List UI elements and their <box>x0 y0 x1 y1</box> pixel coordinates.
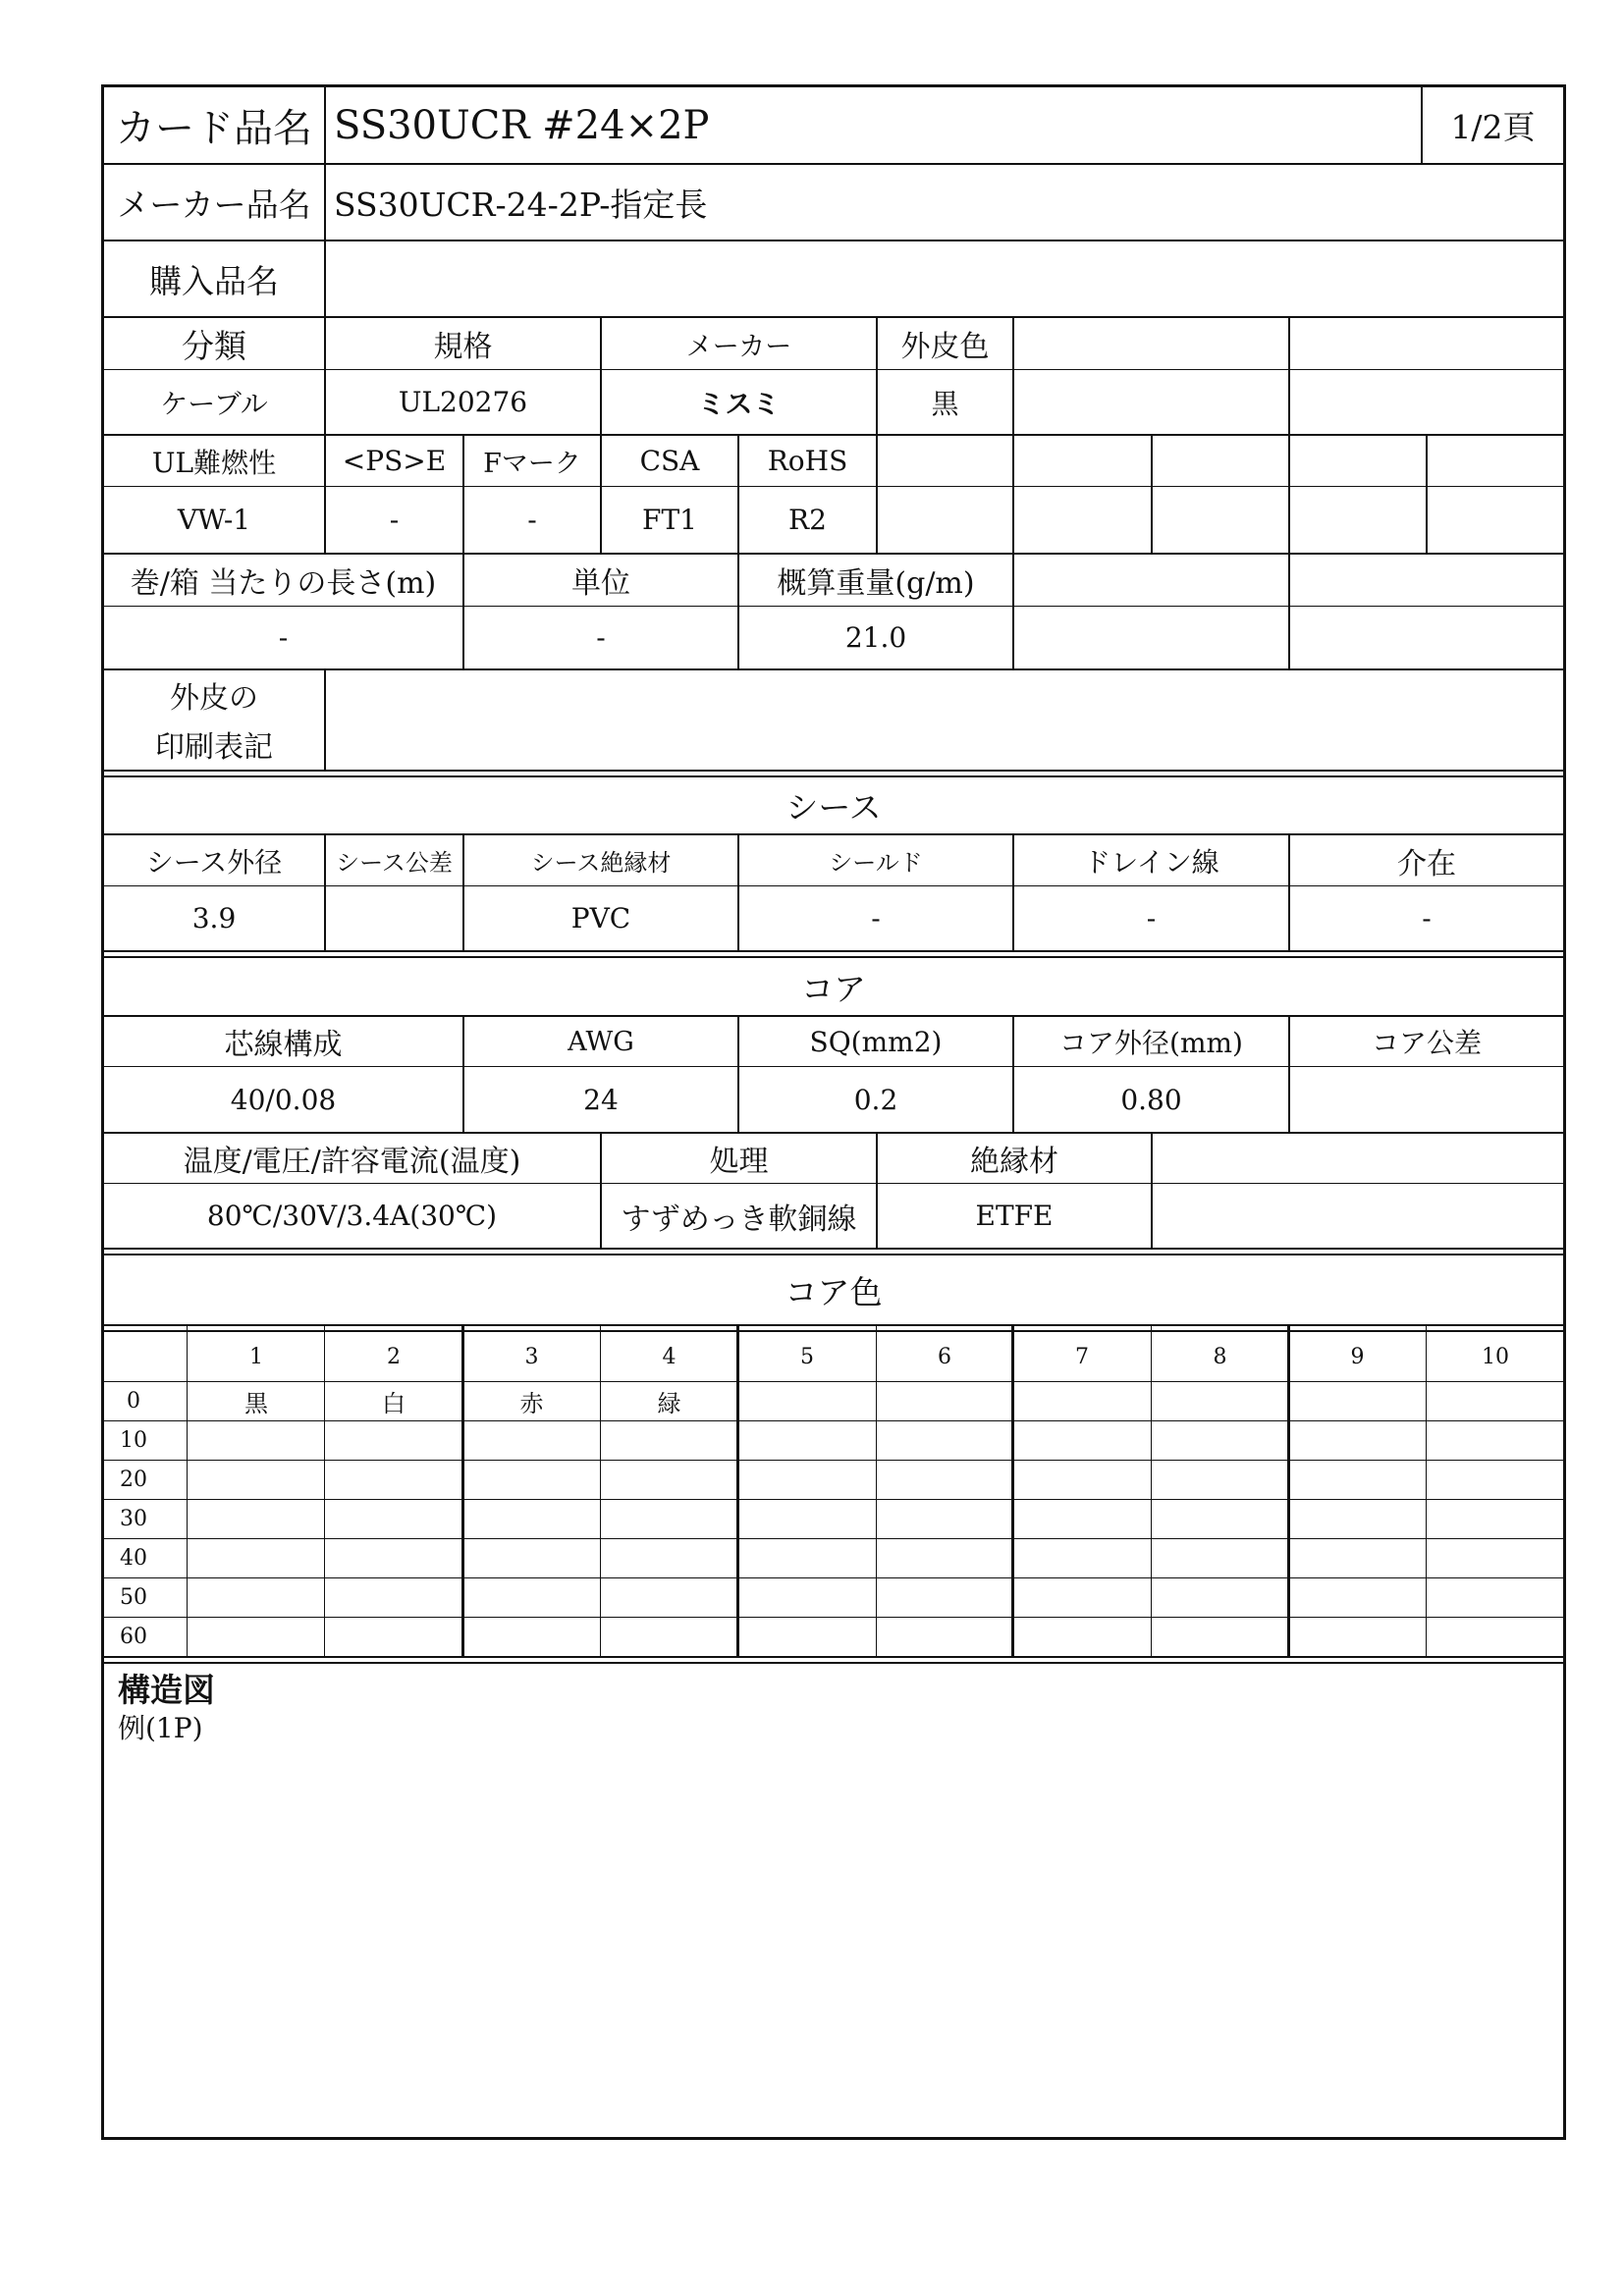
rule <box>1012 434 1014 555</box>
maker-name-value: SS30UCR-24-2P-指定長 <box>334 185 708 224</box>
rule <box>1426 434 1428 555</box>
rule <box>104 1324 1563 1326</box>
filler-label: 介在 <box>1397 846 1456 881</box>
rule <box>104 770 1563 772</box>
core-color-cell <box>1153 1382 1287 1420</box>
core-color-row-header: 40 <box>120 1546 147 1571</box>
sq-label: SQ(mm2) <box>809 1025 943 1058</box>
sheath-section-title: シース <box>785 788 882 827</box>
core-color-cell: 緑 <box>657 1390 681 1417</box>
core-color-row-header: 10 <box>120 1428 147 1453</box>
length-per-reel-value: - <box>278 621 289 654</box>
core-color-column-header: 2 <box>387 1344 401 1369</box>
awg-value: 24 <box>583 1083 619 1116</box>
rule <box>104 1420 1563 1421</box>
core-color-column-header: 7 <box>1075 1344 1089 1369</box>
unit-value: - <box>596 621 606 654</box>
shield-label: シールド <box>829 849 923 877</box>
core-tol-value <box>1290 1067 1563 1132</box>
rohs-value: R2 <box>788 504 827 536</box>
page-number: 1/2頁 <box>1450 108 1536 146</box>
classification-value: ケーブル <box>160 387 268 420</box>
card-name-value: SS30UCR #24×2P <box>334 102 710 148</box>
sheath-od-value: 3.9 <box>191 902 237 934</box>
rule <box>1151 1326 1152 1658</box>
rule <box>1426 1326 1427 1658</box>
core-color-row-header: 50 <box>120 1585 147 1610</box>
core-color-cell <box>1013 1382 1151 1420</box>
fmark-label: Fマーク <box>483 449 581 479</box>
standard-value: UL20276 <box>398 386 528 418</box>
core-color-row-header: 30 <box>120 1507 147 1531</box>
unit-label: 単位 <box>571 566 630 601</box>
core-color-cell <box>1428 1382 1563 1420</box>
rule <box>104 1460 1563 1461</box>
sheath-od-label: シース外径 <box>145 845 283 879</box>
core-color-cell: 白 <box>382 1390 406 1417</box>
standard-label: 規格 <box>433 330 493 364</box>
pse-value: - <box>389 504 400 536</box>
core-color-cell <box>738 1382 876 1420</box>
core-color-row-header: 20 <box>120 1468 147 1492</box>
shield-value: - <box>871 902 881 934</box>
core-color-cell: 赤 <box>519 1390 544 1417</box>
drain-label: ドレイン線 <box>1083 845 1219 879</box>
core-color-row-header: 60 <box>120 1625 147 1649</box>
rule <box>876 434 878 555</box>
fmark-value: - <box>527 504 537 536</box>
core-color-cell <box>878 1382 1011 1420</box>
core-color-column-header: 3 <box>524 1344 539 1369</box>
sheath-ins-value: PVC <box>570 902 631 934</box>
pse-label: <PS>E <box>342 445 447 477</box>
rule <box>104 1617 1563 1618</box>
rule <box>104 950 1563 952</box>
rule <box>187 1326 188 1658</box>
maker-value: ミスミ <box>697 387 781 420</box>
core-color-column-header: 5 <box>800 1344 814 1369</box>
core-ins-label: 絶縁材 <box>970 1145 1058 1179</box>
filler-value: - <box>1422 902 1432 934</box>
rule <box>1288 434 1290 555</box>
print-label-line2: 印刷表記 <box>155 730 273 765</box>
rule <box>104 1499 1563 1500</box>
rule <box>600 1326 601 1658</box>
core-tol-label: コア公差 <box>1371 1027 1482 1059</box>
sq-value: 0.2 <box>853 1083 898 1116</box>
structure-example: 例(1P) <box>118 1712 203 1744</box>
rule <box>1288 316 1290 436</box>
rule <box>1151 434 1153 555</box>
weight-value: 21.0 <box>844 621 907 654</box>
temp-label: 温度/電圧/許容電流(温度) <box>183 1145 521 1179</box>
purchase-name-label: 購入品名 <box>149 261 279 300</box>
print-label-line1: 外皮の <box>170 681 258 716</box>
core-section-title: コア <box>801 969 866 1008</box>
rule <box>104 1248 1563 1250</box>
sheath-tol-label: シース公差 <box>336 849 453 877</box>
core-color-column-header: 4 <box>662 1344 677 1369</box>
core-od-label: コア外径(mm) <box>1059 1027 1243 1059</box>
rule <box>104 1662 1563 1664</box>
treatment-label: 処理 <box>709 1145 769 1179</box>
core-color-row-header: 0 <box>127 1389 140 1414</box>
weight-label: 概算重量(g/m) <box>777 566 975 601</box>
outer-color-value: 黒 <box>931 387 959 420</box>
card-name-label: カード品名 <box>116 106 312 151</box>
rule <box>876 1326 877 1658</box>
drain-value: - <box>1146 902 1157 934</box>
core-color-cell <box>1289 1382 1426 1420</box>
rohs-label: RoHS <box>767 445 848 477</box>
rule <box>324 1326 325 1658</box>
temp-value: 80℃/30V/3.4A(30℃) <box>206 1200 498 1232</box>
treatment-value: すずめっき軟銅線 <box>621 1201 857 1237</box>
strand-value: 40/0.08 <box>230 1083 337 1116</box>
purchase-name-value <box>326 241 1512 316</box>
core-color-column-header: 8 <box>1213 1344 1227 1369</box>
core-color-column-header: 10 <box>1482 1344 1509 1369</box>
structure-title: 構造図 <box>118 1670 215 1709</box>
sheath-ins-label: シース絶縁材 <box>530 849 672 877</box>
sheath-tol-value <box>326 886 462 950</box>
rule <box>1012 316 1014 436</box>
classification-label: 分類 <box>182 326 246 365</box>
rule <box>104 1577 1563 1578</box>
ul-flame-value: VW-1 <box>177 504 251 536</box>
maker-name-label: メーカー品名 <box>117 185 311 224</box>
core-color-column-header: 1 <box>249 1344 263 1369</box>
csa-label: CSA <box>639 445 700 477</box>
outer-color-label: 外皮色 <box>900 330 990 364</box>
cable-spec-sheet <box>101 84 1566 2140</box>
rule <box>104 1538 1563 1539</box>
core-od-value: 0.80 <box>1120 1083 1182 1116</box>
core-color-cell: 黒 <box>244 1390 268 1417</box>
rule <box>1288 553 1290 670</box>
awg-label: AWG <box>568 1026 634 1057</box>
core-color-column-header: 6 <box>938 1344 951 1369</box>
rule <box>104 1656 1563 1658</box>
rule <box>324 668 326 772</box>
rule <box>1012 553 1014 670</box>
maker-label: メーカー <box>685 331 792 362</box>
ul-flame-label: UL難燃性 <box>151 446 277 479</box>
core-color-section-title: コア色 <box>785 1272 883 1311</box>
core-color-column-header: 9 <box>1350 1344 1365 1369</box>
csa-value: FT1 <box>642 504 697 536</box>
rule <box>1151 1132 1153 1250</box>
core-ins-value: ETFE <box>975 1200 1054 1232</box>
strand-label: 芯線構成 <box>224 1028 343 1062</box>
length-per-reel-label: 巻/箱 当たりの長さ(m) <box>130 566 437 601</box>
